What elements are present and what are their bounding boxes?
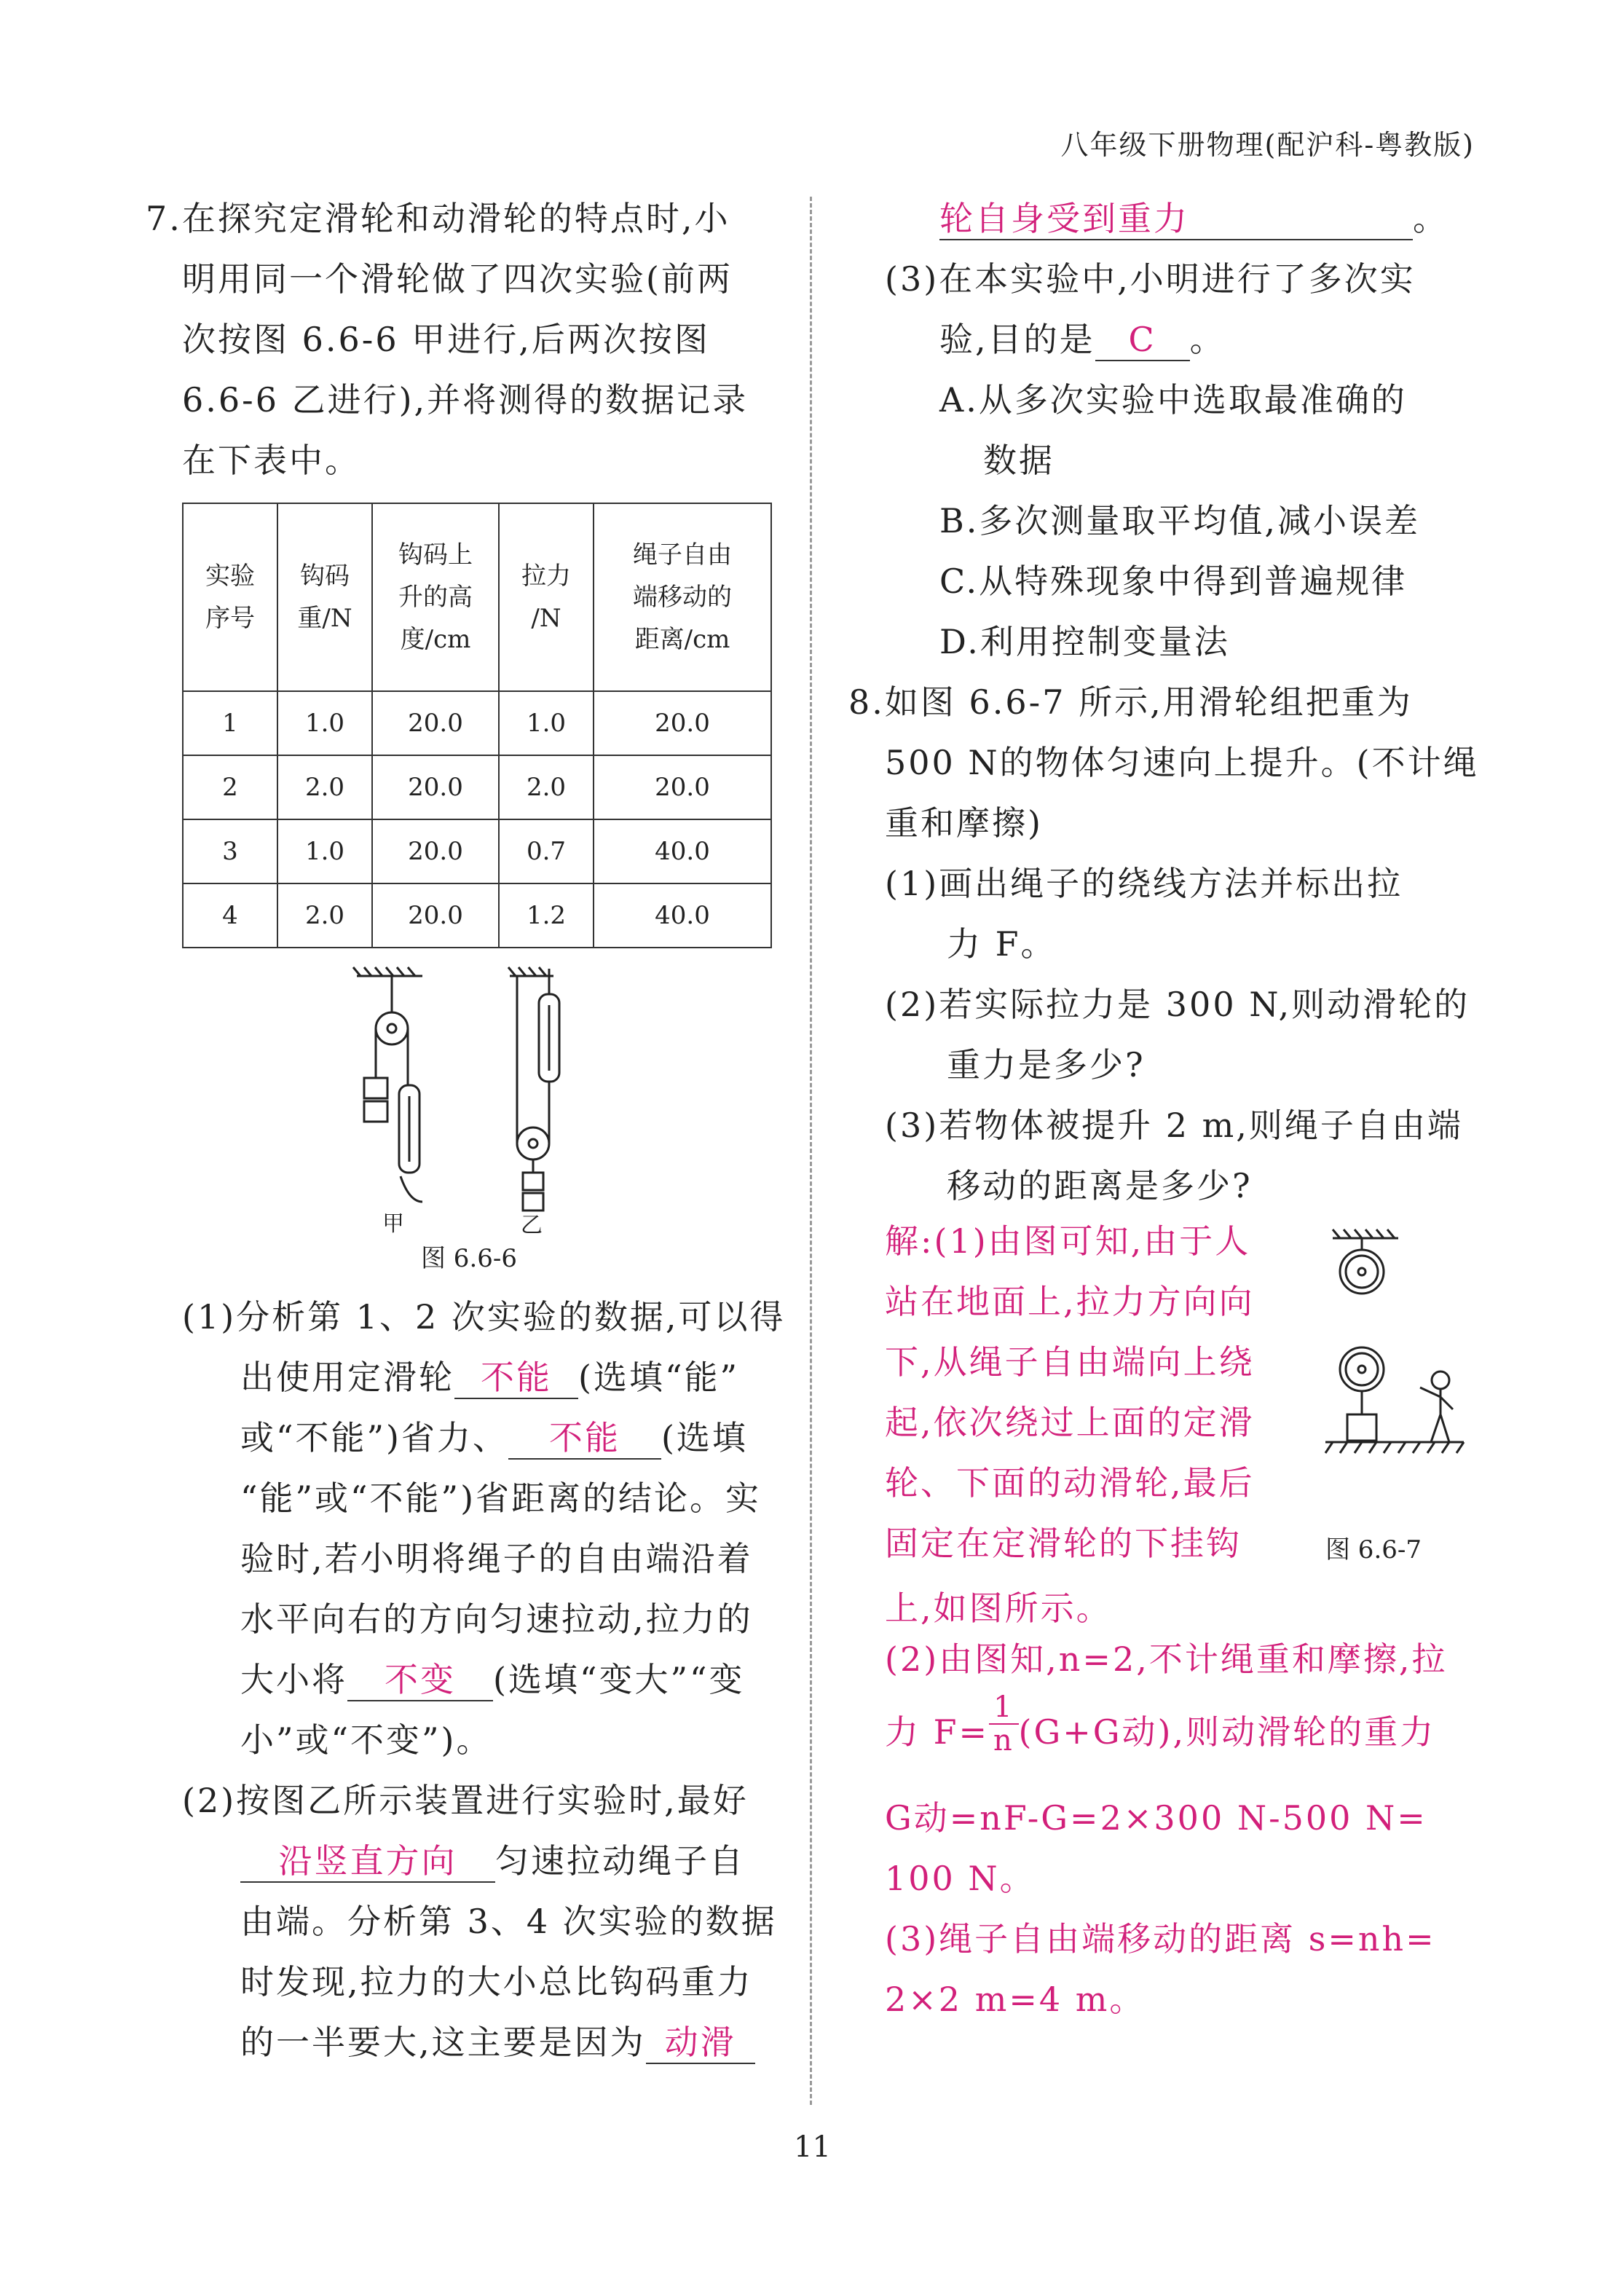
page-number: 11 xyxy=(794,2130,831,2164)
answer-blank: 沿竖直方向 xyxy=(240,1841,495,1883)
q7-stem-line: 次按图 6.6-6 甲进行,后两次按图 xyxy=(182,320,710,359)
q8-stem-line: 500 N的物体匀速向上提升。(不计绳 xyxy=(885,743,1479,782)
table-cell: 20.0 xyxy=(594,691,771,755)
table-cell: 20.0 xyxy=(594,755,771,819)
table-cell: 4 xyxy=(183,883,277,948)
table-header-row xyxy=(183,503,771,691)
solution-line: 下,从绳子自由端向上绕 xyxy=(885,1342,1255,1382)
solution-line: 力 F= $\frac{1}{n}$ (G+G动),则动滑轮的重力 xyxy=(885,1690,1436,1757)
solution-line: 固定在定滑轮的下挂钩 xyxy=(885,1524,1242,1563)
table-row xyxy=(183,819,771,883)
q8-stem-line: 重和摩擦) xyxy=(885,803,1043,843)
solution-line: (3)绳子自由端移动的距离 s=nh= xyxy=(885,1919,1436,1959)
answer-blank: 不变 xyxy=(347,1659,493,1701)
table-header-cell: 钩码上 升的高 度/cm xyxy=(372,503,499,691)
q7-part3-line: 验,目的是 C 。 xyxy=(939,319,1226,361)
solution-line: (2)由图知,n=2,不计绳重和摩擦,拉 xyxy=(885,1639,1448,1679)
table-cell: 3 xyxy=(183,819,277,883)
q8-sub1-line: 力 F。 xyxy=(947,924,1057,964)
figure-label-yi: 乙 xyxy=(521,1213,543,1238)
solution-line: 上,如图所示。 xyxy=(885,1589,1112,1628)
table-header-cell: 钩码 重/N xyxy=(277,503,372,691)
q7-part1-line: “能”或“不能”)省距离的结论。实 xyxy=(240,1479,762,1518)
q7-part2-line: (2)按图乙所示装置进行实验时,最好 xyxy=(182,1781,749,1820)
q7-part1-line: 验时,若小明将绳子的自由端沿着 xyxy=(240,1539,753,1578)
table-cell: 2 xyxy=(183,755,277,819)
answer-blank: 轮自身受到重力 xyxy=(939,198,1413,240)
q8-sub2-line: 重力是多少? xyxy=(947,1045,1146,1084)
q7-part1-line: 小”或“不变”)。 xyxy=(240,1720,492,1760)
fraction: $\frac{1}{n}$ xyxy=(989,1691,1018,1757)
q7-part2-line: 由端。分析第 3、4 次实验的数据 xyxy=(240,1902,777,1941)
pulley-figure-6-6-6 xyxy=(342,961,634,1238)
solution-line: G动=nF-G=2×300 N-500 N= xyxy=(885,1798,1427,1838)
q8-sub2-line: (2)若实际拉力是 300 N,则动滑轮的 xyxy=(885,985,1470,1024)
figure-caption: 图 6.6-6 xyxy=(421,1244,517,1273)
q8-sub3-line: (3)若物体被提升 2 m,则绳子自由端 xyxy=(885,1106,1463,1145)
table-cell: 2.0 xyxy=(277,883,372,948)
table-cell: 2.0 xyxy=(277,755,372,819)
solution-line: 2×2 m=4 m。 xyxy=(885,1980,1146,2019)
table-cell: 20.0 xyxy=(372,691,499,755)
table-header-cell: 实验 序号 xyxy=(183,503,277,691)
q7-part3-line: (3)在本实验中,小明进行了多次实 xyxy=(885,259,1416,299)
answer-blank: 不能 xyxy=(508,1417,661,1460)
option-a: A.从多次实验中选取最准确的 xyxy=(939,380,1407,420)
q7-part1-line: 水平向右的方向匀速拉动,拉力的 xyxy=(240,1599,753,1639)
q7-stem-line: 明用同一个滑轮做了四次实验(前两 xyxy=(182,259,733,299)
q8-stem-line: 8.如图 6.6-7 所示,用滑轮组把重为 xyxy=(848,682,1413,722)
option-c: C.从特殊现象中得到普遍规律 xyxy=(939,562,1408,601)
table-cell: 20.0 xyxy=(372,755,499,819)
option-d: D.利用控制变量法 xyxy=(939,622,1230,661)
table-cell: 2.0 xyxy=(499,755,594,819)
figure-label-jia: 甲 xyxy=(382,1211,404,1237)
solution-line: 轮、下面的动滑轮,最后 xyxy=(885,1463,1255,1503)
q7-part1-line: (1)分析第 1、2 次实验的数据,可以得 xyxy=(182,1297,786,1337)
q7-part1-line: 出使用定滑轮 不能 (选填“能” xyxy=(240,1357,739,1399)
table-row xyxy=(183,691,771,755)
column-divider xyxy=(810,197,812,2105)
table-header-cell: 拉力 /N xyxy=(499,503,594,691)
solution-line: 解:(1)由图可知,由于人 xyxy=(885,1221,1251,1261)
q7-part2-continued: 轮自身受到重力 。 xyxy=(939,198,1448,240)
q8-sub3-line: 移动的距离是多少? xyxy=(947,1166,1253,1205)
table-cell: 1 xyxy=(183,691,277,755)
table-cell: 40.0 xyxy=(594,883,771,948)
table-header-cell: 绳子自由 端移动的 距离/cm xyxy=(594,503,771,691)
q7-part2-line: 的一半要大,这主要是因为 动滑 xyxy=(240,2022,755,2064)
table-cell: 1.0 xyxy=(277,819,372,883)
page-header: 八年级下册物理(配沪科-粤教版) xyxy=(1060,129,1475,161)
solution-line: 起,依次绕过上面的定滑 xyxy=(885,1403,1255,1442)
q8-sub1-line: (1)画出绳子的绕线方法并标出拉 xyxy=(885,864,1403,903)
q7-stem-line: 在下表中。 xyxy=(182,441,360,480)
q7-stem-line: 7.在探究定滑轮和动滑轮的特点时,小 xyxy=(146,199,730,238)
pulley-figure-6-6-7 xyxy=(1318,1224,1478,1493)
table-cell: 1.0 xyxy=(277,691,372,755)
table-row xyxy=(183,883,771,948)
table-cell: 20.0 xyxy=(372,819,499,883)
solution-line: 100 N。 xyxy=(885,1859,1036,1898)
q7-part2-line: 时发现,拉力的大小总比钩码重力 xyxy=(240,1962,753,2001)
answer-blank: C xyxy=(1095,319,1190,361)
table-cell: 1.2 xyxy=(499,883,594,948)
answer-blank: 动滑 xyxy=(646,2022,755,2064)
solution-line: 站在地面上,拉力方向向 xyxy=(885,1282,1255,1321)
q7-part1-line: 大小将 不变 (选填“变大”“变 xyxy=(240,1659,745,1701)
q7-stem-line: 6.6-6 乙进行),并将测得的数据记录 xyxy=(182,380,749,420)
table-cell: 0.7 xyxy=(499,819,594,883)
q7-part2-line: 沿竖直方向 匀速拉动绳子自 xyxy=(240,1841,745,1883)
answer-blank: 不能 xyxy=(454,1357,578,1399)
table-row xyxy=(183,755,771,819)
figure-caption: 图 6.6-7 xyxy=(1325,1535,1422,1564)
table-cell: 40.0 xyxy=(594,819,771,883)
experiment-table xyxy=(182,503,772,948)
table-cell: 1.0 xyxy=(499,691,594,755)
table-cell: 20.0 xyxy=(372,883,499,948)
option-a-continued: 数据 xyxy=(983,441,1055,480)
option-b: B.多次测量取平均值,减小误差 xyxy=(939,501,1421,540)
q7-part1-line: 或“不能”)省力、 不能 (选填 xyxy=(240,1417,748,1460)
